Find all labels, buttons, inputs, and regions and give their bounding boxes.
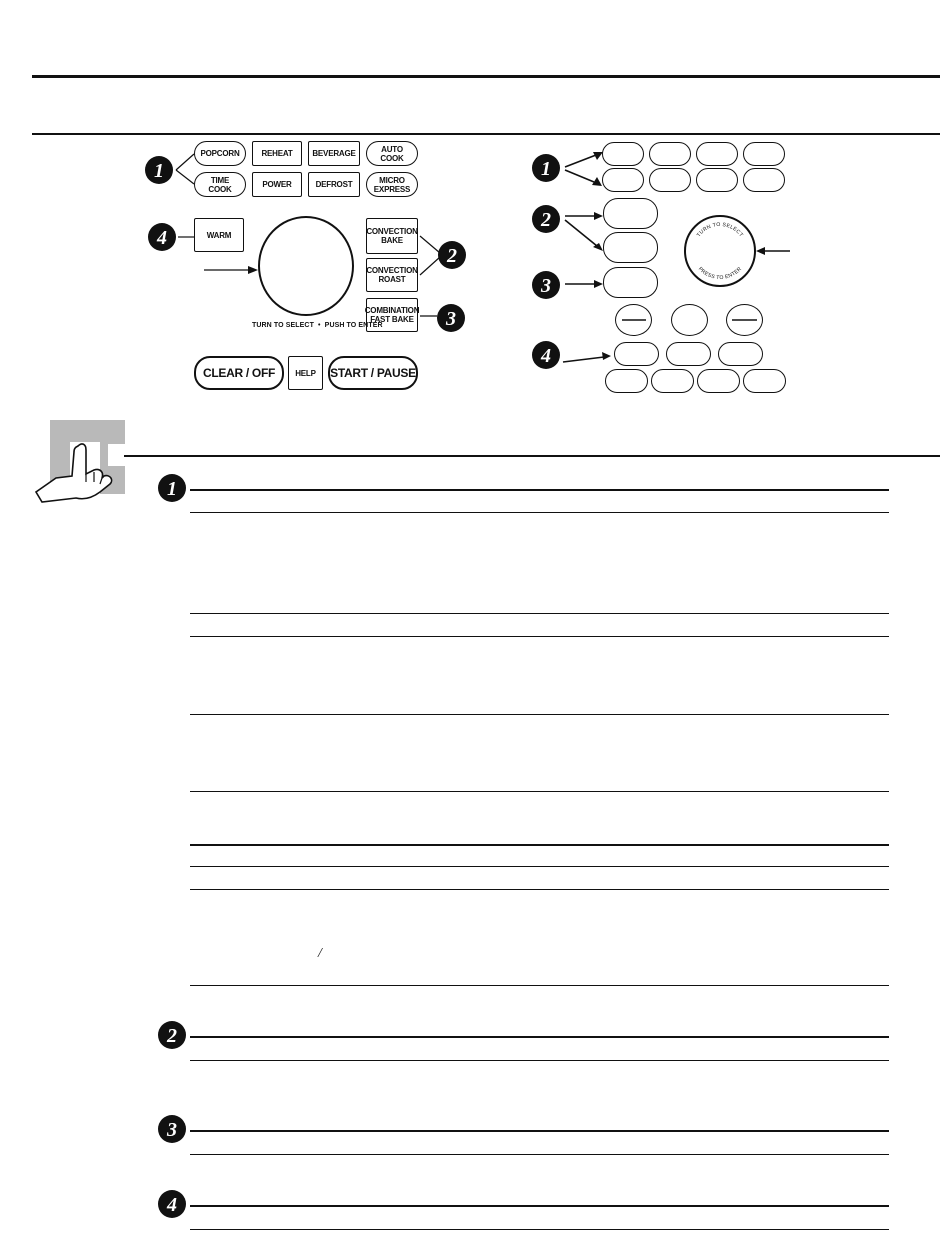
time-cook-button[interactable]: TIME COOK xyxy=(194,172,246,197)
section2-heading-rule xyxy=(190,1036,889,1038)
hand-pointer-icon xyxy=(30,420,130,508)
reheat-button[interactable]: REHEAT xyxy=(252,141,302,166)
micro-express-button[interactable]: MICRO EXPRESS xyxy=(366,172,418,197)
table-rule xyxy=(190,636,889,637)
table-rule xyxy=(190,985,889,986)
svg-text:1: 1 xyxy=(541,158,551,180)
slash-mark: / xyxy=(318,946,322,961)
section1-heading-rule xyxy=(190,489,889,491)
popcorn-button[interactable]: POPCORN xyxy=(194,141,246,166)
table-rule xyxy=(190,714,889,715)
defrost-button[interactable]: DEFROST xyxy=(308,172,360,197)
svg-text:2: 2 xyxy=(167,1025,177,1047)
svg-text:3: 3 xyxy=(446,308,456,330)
svg-text:1: 1 xyxy=(154,160,164,182)
svg-text:2: 2 xyxy=(541,209,551,231)
auto-cook-button[interactable]: AUTO COOK xyxy=(366,141,418,166)
table-rule xyxy=(190,512,889,513)
dial-caption: TURN TO SELECT • PUSH TO ENTER xyxy=(252,322,383,329)
convection-bake-button[interactable]: CONVECTION BAKE xyxy=(366,218,418,254)
table-rule xyxy=(190,1060,889,1061)
svg-text:4: 4 xyxy=(541,345,551,367)
section4-heading-rule xyxy=(190,1205,889,1207)
svg-text:3: 3 xyxy=(541,275,551,297)
clear-off-button[interactable]: CLEAR / OFF xyxy=(194,356,284,390)
right-callout-1-icon xyxy=(531,153,561,183)
svg-text:4: 4 xyxy=(157,227,167,249)
section-4-badge-icon xyxy=(157,1189,187,1219)
table-rule xyxy=(190,613,889,614)
table-rule xyxy=(190,889,889,890)
warm-button[interactable]: WARM xyxy=(194,218,244,252)
power-button[interactable]: POWER xyxy=(252,172,302,197)
table-rule xyxy=(190,1229,889,1230)
svg-text:2: 2 xyxy=(447,245,457,267)
combination-fast-bake-button[interactable]: COMBINATION FAST BAKE xyxy=(366,298,418,332)
section3-heading-rule xyxy=(190,1130,889,1132)
right-callout-4-icon xyxy=(531,340,561,370)
svg-text:1: 1 xyxy=(167,478,177,500)
table-rule xyxy=(190,866,889,867)
section-main-rule xyxy=(124,455,940,457)
convection-roast-button[interactable]: CONVECTION ROAST xyxy=(366,258,418,292)
svg-text:3: 3 xyxy=(167,1119,177,1141)
dial-bottom-text: PRESS TO ENTER xyxy=(696,266,744,282)
help-button[interactable]: HELP xyxy=(288,356,323,390)
beverage-button[interactable]: BEVERAGE xyxy=(308,141,360,166)
table-rule xyxy=(190,1154,889,1155)
section-3-badge-icon xyxy=(157,1114,187,1144)
section-1-badge-icon xyxy=(157,473,187,503)
section-2-badge-icon xyxy=(157,1020,187,1050)
svg-text:4: 4 xyxy=(167,1194,177,1216)
right-callout-3-icon xyxy=(531,270,561,300)
dial-top-text: TURN TO SELECT xyxy=(695,221,745,239)
right-panel-leaders xyxy=(0,0,950,420)
table-rule xyxy=(190,791,889,792)
table-rule xyxy=(190,844,889,846)
right-callout-2-icon xyxy=(531,204,561,234)
start-pause-button[interactable]: START / PAUSE xyxy=(328,356,418,390)
